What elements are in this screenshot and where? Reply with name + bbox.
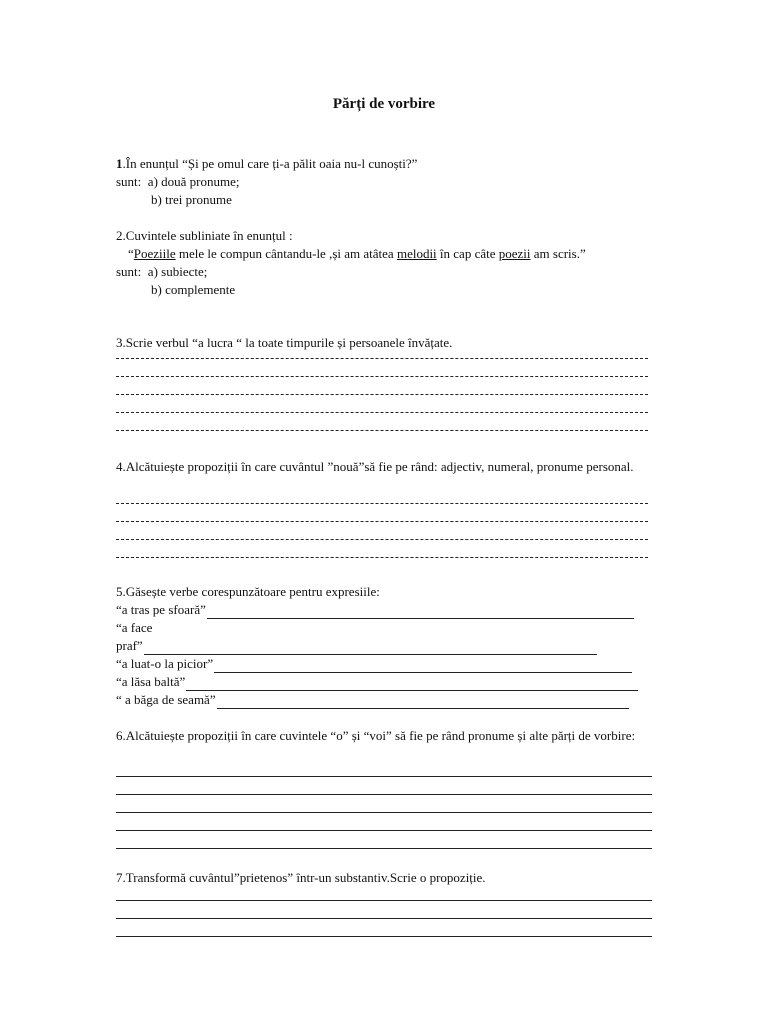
answer-line[interactable]: [116, 812, 652, 813]
question-1-option-b: b) trei pronume: [151, 192, 232, 207]
expression-row: [116, 601, 656, 619]
answer-line[interactable]: [207, 604, 634, 619]
question-3: [116, 334, 656, 352]
answer-line[interactable]: [186, 676, 638, 691]
answer-line[interactable]: [116, 412, 648, 413]
answer-line[interactable]: [116, 830, 652, 831]
answer-line[interactable]: [217, 694, 629, 709]
expression-label: “a luat-o la picior”: [116, 656, 214, 671]
question-1: [116, 155, 656, 209]
expression-label: “ a băga de seamă”: [116, 692, 216, 707]
underlined-word-melodii: melodii: [396, 246, 437, 261]
answer-line[interactable]: [116, 918, 652, 919]
question-2-text: 2.Cuvintele subliniate în enunțul :: [116, 228, 293, 243]
question-2-option-b: b) complemente: [151, 282, 236, 297]
answer-line[interactable]: [214, 658, 632, 673]
question-7-answer-lines: [116, 900, 652, 954]
question-2-sentence: “Poeziile mele le compun cântandu-le ,și am atâtea melodii în cap câte poezii am scris.”: [128, 246, 586, 261]
answer-line[interactable]: [116, 394, 648, 395]
expression-row: [116, 619, 656, 637]
answer-line[interactable]: [116, 900, 652, 901]
answer-line[interactable]: [116, 557, 648, 558]
question-4-text: 4.Alcătuiește propoziții în care cuvântul ”nouă”să fie pe rând: adjectiv, numeral, pronume personal.: [116, 459, 634, 474]
question-5-text: 5.Găsește verbe corespunzătoare pentru expresiile:: [116, 584, 380, 599]
question-6-text: 6.Alcătuiește propoziții în care cuvintele “o” și “voi” să fie pe rând pronume și alte părți de vorbire:: [116, 728, 636, 743]
answer-line[interactable]: [116, 848, 652, 849]
question-2: [116, 227, 656, 299]
expression-label: “a lăsa baltă”: [116, 674, 186, 689]
expression-row: [116, 637, 656, 655]
question-7-text: 7.Transformă cuvântul”prietenos” într-un substantiv.Scrie o propoziție.: [116, 870, 486, 885]
answer-line[interactable]: [116, 521, 648, 522]
expression-label: “a face: [116, 620, 153, 635]
answer-line[interactable]: [116, 936, 652, 937]
expression-label: praf”: [116, 638, 143, 653]
answer-line[interactable]: [116, 776, 652, 777]
page-title: Părți de vorbire: [332, 96, 436, 112]
question-1-option-a: sunt: a) două pronume;: [116, 174, 240, 189]
question-4-answer-lines: [116, 503, 648, 575]
expression-label: “a tras pe sfoară”: [116, 602, 206, 617]
question-1-text: 1.În enunțul “Și pe omul care ți-a pălit oaia nu-l cunoști?”: [116, 156, 418, 171]
question-3-answer-lines: [116, 358, 648, 448]
expression-row: [116, 655, 656, 673]
question-2-option-a: sunt: a) subiecte;: [116, 264, 208, 279]
expression-row: [116, 673, 656, 691]
answer-line[interactable]: [116, 539, 648, 540]
answer-line[interactable]: [116, 358, 648, 359]
underlined-word-poezii: poezii: [498, 246, 531, 261]
question-7: [116, 869, 656, 887]
question-6: [116, 727, 656, 745]
question-1-number: 1: [116, 156, 123, 171]
question-5: [116, 583, 656, 709]
question-4: [116, 458, 656, 476]
answer-line[interactable]: [116, 794, 652, 795]
question-3-text: 3.Scrie verbul “a lucra “ la toate timpurile și persoanele învățate.: [116, 335, 453, 350]
question-6-answer-lines: [116, 776, 652, 866]
answer-line[interactable]: [116, 503, 648, 504]
answer-line[interactable]: [116, 430, 648, 431]
expression-row: [116, 691, 656, 709]
answer-line[interactable]: [144, 640, 597, 655]
answer-line[interactable]: [116, 376, 648, 377]
underlined-word-poeziile: Poeziile: [133, 246, 176, 261]
